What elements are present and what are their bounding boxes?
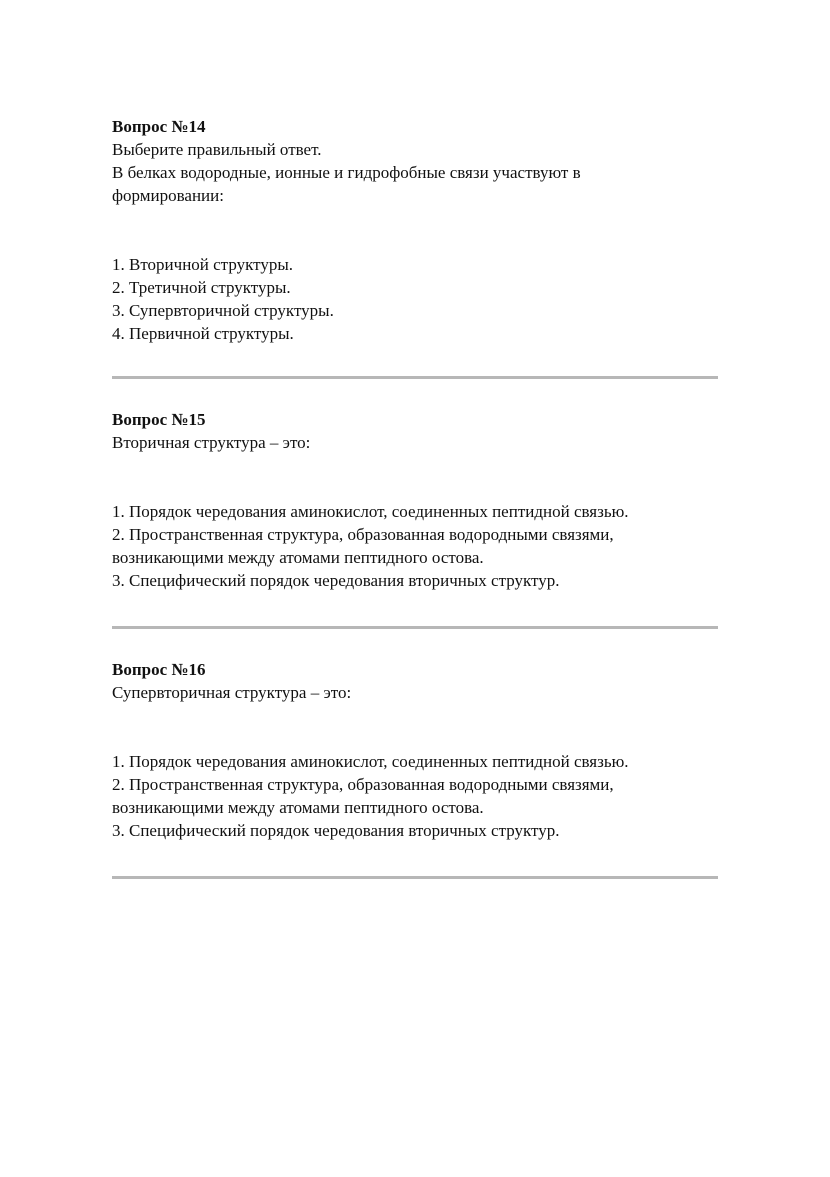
- answer-option: 1. Вторичной структуры.: [112, 255, 294, 274]
- answer-option: 2. Пространственная структура, образованная водородными связями,: [112, 775, 614, 794]
- question-prompt-line: Выберите правильный ответ.: [112, 140, 322, 159]
- question-prompt-line: В белках водородные, ионные и гидрофобные связи участвуют в: [112, 163, 581, 182]
- answer-option: 2. Пространственная структура, образованная водородными связями,: [112, 525, 614, 544]
- question-title: Вопрос №15: [112, 410, 206, 429]
- answer-option: 1. Порядок чередования аминокислот, соединенных пептидной связью.: [112, 752, 629, 771]
- question-14: [112, 115, 732, 345]
- answer-list: [112, 750, 732, 842]
- question-prompt-line: Вторичная структура – это:: [112, 433, 311, 452]
- answer-option: 3. Супервторичной структуры.: [112, 301, 334, 320]
- question-title: Вопрос №14: [112, 117, 206, 136]
- answer-list: [112, 500, 732, 592]
- question-prompt-line: Супервторичная структура – это:: [112, 683, 352, 702]
- answer-option: 4. Первичной структуры.: [112, 324, 294, 343]
- question-15: [112, 408, 732, 592]
- answer-list: [112, 253, 732, 345]
- answer-option: возникающими между атомами пептидного остова.: [112, 798, 484, 817]
- question-prompt-line: формировании:: [112, 186, 224, 205]
- section-divider: [112, 376, 718, 379]
- question-16: [112, 658, 732, 842]
- answer-option: 3. Специфический порядок чередования вторичных структур.: [112, 571, 560, 590]
- section-divider: [112, 626, 718, 629]
- section-divider: [112, 876, 718, 879]
- answer-option: 3. Специфический порядок чередования вторичных структур.: [112, 821, 560, 840]
- answer-option: возникающими между атомами пептидного остова.: [112, 548, 484, 567]
- answer-option: 1. Порядок чередования аминокислот, соединенных пептидной связью.: [112, 502, 629, 521]
- answer-option: 2. Третичной структуры.: [112, 278, 291, 297]
- question-title: Вопрос №16: [112, 660, 206, 679]
